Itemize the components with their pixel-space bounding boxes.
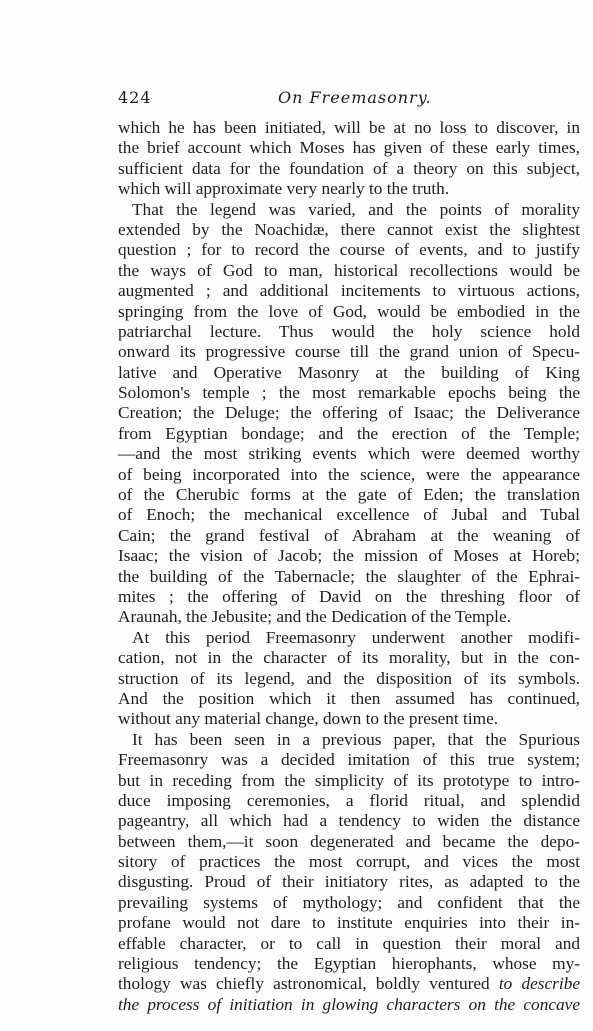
text-line-content: cation, not in the character of its morality, but in the con-: [118, 648, 580, 668]
text-line: [118, 669, 580, 689]
text-line-content: sufficient data for the foundation of a theory on this subject,: [118, 158, 580, 178]
text-line-content: patriarchal lecture. Thus would the holy science hold: [118, 321, 580, 341]
text-line: [118, 628, 580, 648]
text-line-content: the process of initiation in glowing characters on the concave: [118, 994, 580, 1014]
text-line-content: And the position which it then assumed has continued,: [118, 688, 580, 708]
text-line-content: which will approximate very nearly to the truth.: [118, 179, 450, 199]
text-line-content: the ways of God to man, historical recollections would be: [118, 260, 580, 280]
text-line-content: between them,—it soon degenerated and became the depo-: [118, 831, 580, 851]
text-line: [118, 954, 580, 974]
text-line: [118, 607, 580, 627]
text-line: [118, 383, 580, 403]
text-line-content: pageantry, all which had a tendency to widen the distance: [118, 811, 580, 831]
text-line-content: prevailing systems of mythology; and confident that the: [118, 892, 580, 912]
text-line: [118, 424, 580, 444]
text-line-content: which he has been initiated, will be at no loss to discover, in: [118, 118, 580, 137]
text-line-content: sitory of practices the most corrupt, and vices the most: [118, 852, 580, 872]
text-line: [118, 893, 580, 913]
text-line: [118, 444, 580, 464]
text-line: [118, 159, 580, 179]
text-line-content: religious tendency; the Egyptian hierophants, whose my-: [118, 954, 580, 974]
text-line: [118, 995, 580, 1015]
text-line: [118, 138, 580, 158]
text-line-content: onward its progressive course till the grand union of Specu-: [118, 342, 580, 362]
text-line: [118, 771, 580, 791]
text-line-content: from Egyptian bondage; and the erection of the Temple;: [118, 423, 580, 443]
text-line: [118, 872, 580, 892]
text-line: [118, 240, 580, 260]
text-line-content: struction of its legend, and the disposition of its symbols.: [118, 668, 580, 688]
text-line-content: Isaac; the vision of Jacob; the mission of Moses at Horeb;: [118, 546, 580, 566]
text-line-content: At this period Freemasonry underwent another modifi-: [132, 627, 580, 647]
text-line-content: Freemasonry was a decided imitation of this true system;: [118, 750, 580, 770]
text-line: [118, 791, 580, 811]
text-line: [118, 974, 580, 994]
text-line-content: lative and Operative Masonry at the building of King: [118, 362, 580, 382]
text-line-content: without any material change, down to the present time.: [118, 709, 499, 729]
text-line-content: springing from the love of God, would be embodied in the: [118, 301, 580, 321]
text-line-content: Creation; the Deluge; the offering of Isaac; the Deliverance: [118, 403, 580, 423]
page-number: 424: [118, 88, 152, 107]
text-line: [118, 179, 580, 199]
text-line-content: Araunah, the Jebusite; and the Dedication of the Temple.: [118, 607, 511, 627]
text-line: [118, 363, 580, 383]
text-line-content: That the legend was varied, and the points of morality: [132, 199, 580, 219]
text-line: [118, 709, 580, 729]
text-line-content: the brief account which Moses has given of these early times,: [118, 138, 580, 158]
running-title: On Freemasonry.: [278, 88, 432, 107]
text-line-content: of being incorporated into the science, were the appearance: [118, 464, 580, 484]
body-text: [118, 118, 580, 1015]
text-line: [118, 200, 580, 220]
text-line: [118, 526, 580, 546]
text-line-content: the building of the Tabernacle; the slaughter of the Ephrai-: [118, 566, 580, 586]
text-line-content: augmented ; and additional incitements to virtuous actions,: [118, 281, 580, 301]
text-line: [118, 322, 580, 342]
text-line-content: mites ; the offering of David on the threshing floor of: [118, 586, 580, 606]
text-line: [118, 465, 580, 485]
page-header: [118, 88, 578, 114]
text-line: [118, 281, 580, 301]
text-line-content: of Enoch; the mechanical excellence of Jubal and Tubal: [118, 505, 580, 525]
text-line-content: thology was chiefly astronomical, boldly ventured: [118, 974, 490, 994]
text-line: [118, 220, 580, 240]
text-line: [118, 587, 580, 607]
text-line: [118, 730, 580, 750]
text-line-content: duce imposing ceremonies, a florid ritual, and splendid: [118, 790, 580, 810]
text-line: [118, 302, 580, 322]
text-line: [118, 648, 580, 668]
text-line: [118, 913, 580, 933]
text-line: [118, 403, 580, 423]
text-line-content: profane would not dare to institute enquiries into their in-: [118, 913, 580, 933]
text-line: [118, 934, 580, 954]
text-line: [118, 485, 580, 505]
text-line-content: It has been seen in a previous paper, that the Spurious: [132, 729, 580, 749]
text-line: [118, 261, 580, 281]
text-line: [118, 342, 580, 362]
text-line-content: —and the most striking events which were deemed worthy: [118, 444, 580, 464]
text-line: [118, 118, 580, 138]
text-line: [118, 505, 580, 525]
text-line-content: question ; for to record the course of events, and to justify: [118, 240, 580, 260]
text-line-content: Cain; the grand festival of Abraham at the weaning of: [118, 525, 580, 545]
text-line: [118, 689, 580, 709]
text-line-content: but in receding from the simplicity of its prototype to intro-: [118, 770, 580, 790]
text-line-content: disgusting. Proud of their initiatory rites, as adapted to the: [118, 872, 580, 892]
text-line: [118, 811, 580, 831]
text-line-italic: to describe: [498, 974, 581, 994]
text-line-content: extended by the Noachidæ, there cannot exist the slightest: [118, 219, 580, 239]
text-line: [118, 750, 580, 770]
text-line: [118, 832, 580, 852]
text-line: [118, 546, 580, 566]
text-line-content: effable character, or to call in question their moral and: [118, 933, 580, 953]
text-line-content: of the Cherubic forms at the gate of Eden; the translation: [118, 485, 580, 505]
text-line: [118, 852, 580, 872]
text-line: [118, 567, 580, 587]
text-line-content: Solomon's temple ; the most remarkable epochs being the: [118, 383, 580, 403]
